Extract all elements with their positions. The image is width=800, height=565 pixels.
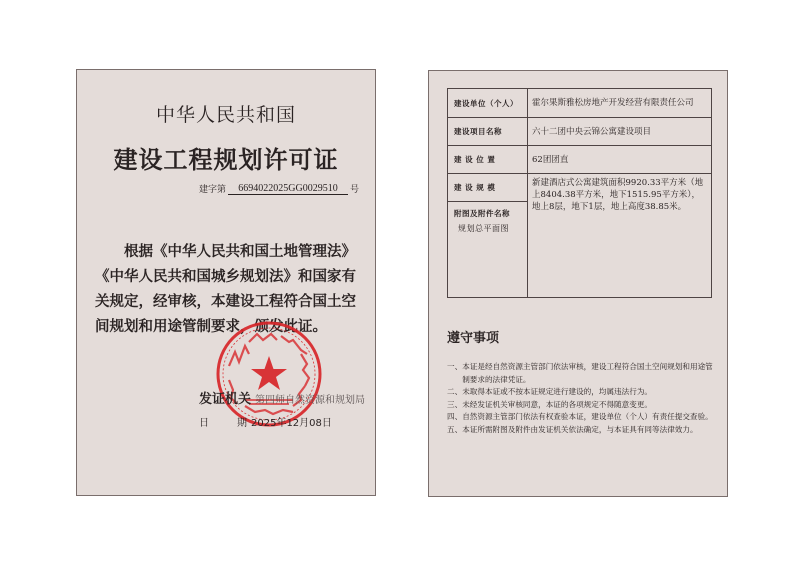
certificate-left-page <box>76 69 376 496</box>
table-key-cell: 建设单位（个人） <box>448 89 528 118</box>
table-row <box>448 118 712 146</box>
certificate-right-page <box>428 70 728 497</box>
attachment-label: 附图及附件名称 <box>454 209 510 218</box>
issuer-line <box>199 388 365 407</box>
table-row <box>448 174 712 202</box>
issuer-label: 发证机关 <box>199 392 252 407</box>
notes-title: 遵守事项 <box>447 331 500 346</box>
notes-list <box>447 361 715 436</box>
table-value-cell: 六十二团中央云锦公寓建设项目 <box>528 118 712 146</box>
table-key-cell: 建设项目名称 <box>448 118 528 146</box>
issue-date-line <box>199 414 332 429</box>
date-label-left: 日 <box>199 418 209 429</box>
table-row <box>448 89 712 118</box>
date-label-right: 期 <box>237 418 247 429</box>
star-icon <box>251 356 287 390</box>
certificate-title: 建设工程规划许可证 <box>113 146 339 174</box>
table-value-cell: 新建酒店式公寓建筑面积9920.33平方米（地上8404.38平方米，地下1515.95平方米），地上8层，地下1层，地上高度38.85米。 <box>528 174 712 298</box>
list-item: 二、 未取得本证或不按本证规定进行建设的，均属违法行为。 <box>447 387 653 396</box>
attachment-name: 规划总平面图 <box>458 224 509 233</box>
country-name: 中华人民共和国 <box>155 104 296 126</box>
table-value-cell: 62团团直 <box>528 146 712 174</box>
issuer-name: 第四师自然资源和规划局 <box>255 395 366 406</box>
issue-date: 2025年12月08日 <box>251 418 332 429</box>
list-item: 一、 本证是经自然资源主管部门依法审核，建设工程符合国土空间规划和用途管制要求的法律凭证。 <box>447 362 713 384</box>
table-row <box>448 146 712 174</box>
certificate-body-text: 根据《中华人民共和国土地管理法》《中华人民共和国城乡规划法》和国家有关规定，经审核，本建设工程符合国土空间规划和用途管制要求，颁发此证。 <box>95 244 356 335</box>
table-key-cell: 建 设 位 置 <box>448 146 528 174</box>
table-value-cell: 霍尔果斯雅松房地产开发经营有限责任公司 <box>528 89 712 118</box>
table-key-cell <box>448 202 528 298</box>
list-item: 五、 本证所需附图及附件由发证机关依法确定，与本证具有同等法律效力。 <box>447 424 698 434</box>
permit-number-line <box>199 182 359 195</box>
official-seal-icon <box>215 320 323 428</box>
list-item: 四、 自然资源主管部门依法有权查验本证，建设单位（个人）有责任提交查验。 <box>447 412 713 421</box>
table-key-cell: 建 设 规 模 <box>448 174 528 202</box>
permit-suffix: 号 <box>349 185 359 195</box>
project-info-table <box>447 88 712 298</box>
permit-prefix: 建字第 <box>198 185 226 195</box>
list-item: 三、 未经发证机关审核同意，本证的各项规定不得随意变更。 <box>447 399 653 409</box>
permit-number: 6694022025GG0029510 <box>228 183 348 195</box>
